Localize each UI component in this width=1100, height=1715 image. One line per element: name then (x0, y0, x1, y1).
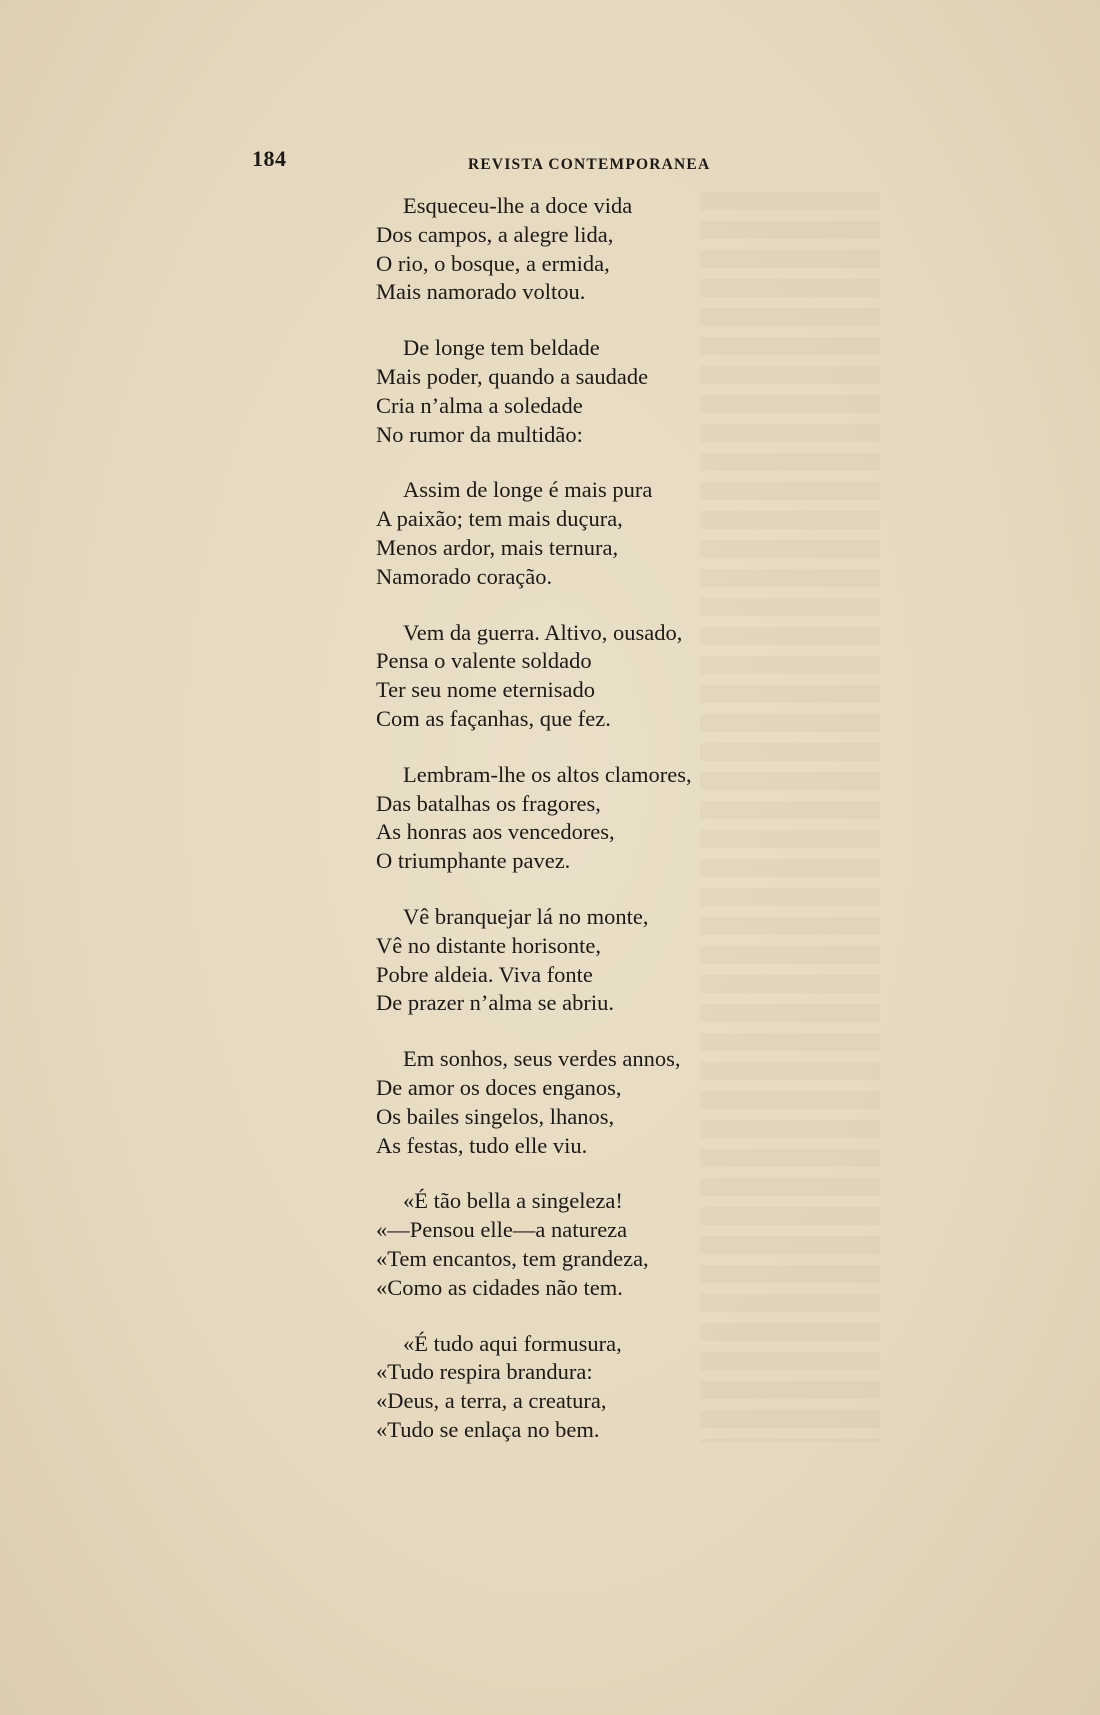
verse-line: Das batalhas os fragores, (376, 790, 601, 816)
stanza (376, 1330, 796, 1445)
verse-line: Os bailes singelos, lhanos, (376, 1103, 615, 1129)
verse-line: Mais poder, quando a saudade (376, 363, 649, 389)
verse-line: Ter seu nome eternisado (376, 677, 595, 703)
stanza (376, 1045, 796, 1160)
verse-line: Namorado coração. (376, 563, 553, 589)
verse-line: Vê no distante horisonte, (376, 932, 601, 958)
verse-line: Vê branquejar lá no monte, (403, 903, 649, 929)
verse-line: Com as façanhas, que fez. (376, 705, 611, 731)
verse-line: Pobre aldeia. Viva fonte (376, 961, 593, 987)
verse-line: De amor os doces enganos, (376, 1074, 622, 1100)
verse-line: Esqueceu-lhe a doce vida (403, 193, 633, 218)
verse-line: Menos ardor, mais ternura, (376, 534, 619, 560)
verse-line: As honras aos vencedores, (376, 819, 615, 845)
verse-line: Cria n’alma a soledade (376, 392, 583, 418)
stanza (376, 619, 796, 734)
verse-line: Em sonhos, seus verdes annos, (403, 1046, 681, 1072)
verse-line: Dos campos, a alegre lida, (376, 221, 614, 247)
verse-line: O triumphante pavez. (376, 848, 571, 874)
verse-line: «—Pensou elle—a natureza (376, 1217, 628, 1243)
stanza (376, 1187, 796, 1302)
verse-line: Lembram-lhe os altos clamores, (403, 761, 692, 787)
verse-line: Pensa o valente soldado (376, 648, 592, 674)
verse-line: «É tão bella a singeleza! (403, 1188, 623, 1214)
verse-line: Mais namorado voltou. (376, 279, 586, 305)
verse-line: No rumor da multidão: (376, 421, 583, 447)
verse-line: Assim de longe é mais pura (403, 477, 653, 503)
page-number: 184 (252, 146, 287, 171)
stanza (376, 334, 796, 449)
stanza (376, 476, 796, 591)
verse-line: «Deus, a terra, a creatura, (376, 1388, 607, 1414)
verse-line: Vem da guerra. Altivo, ousado, (403, 619, 683, 645)
verse-line: «Tem encantos, tem grandeza, (376, 1245, 649, 1271)
stanza (376, 761, 796, 876)
poem (376, 192, 796, 1472)
verse-line: A paixão; tem mais duçura, (376, 506, 623, 532)
stanza (376, 192, 796, 307)
verse-line: As festas, tudo elle viu. (376, 1132, 588, 1158)
verse-line: De prazer n’alma se abriu. (376, 990, 614, 1016)
stanza (376, 903, 796, 1018)
verse-line: «Tudo se enlaça no bem. (376, 1416, 600, 1442)
verse-line: De longe tem beldade (403, 335, 600, 361)
running-title: REVISTA CONTEMPORANEA (468, 156, 711, 173)
verse-line: «Tudo respira brandura: (376, 1359, 593, 1385)
verse-line: O rio, o bosque, a ermida, (376, 250, 610, 276)
verse-line: «É tudo aqui formusura, (403, 1330, 622, 1356)
verse-line: «Como as cidades não tem. (376, 1274, 623, 1300)
